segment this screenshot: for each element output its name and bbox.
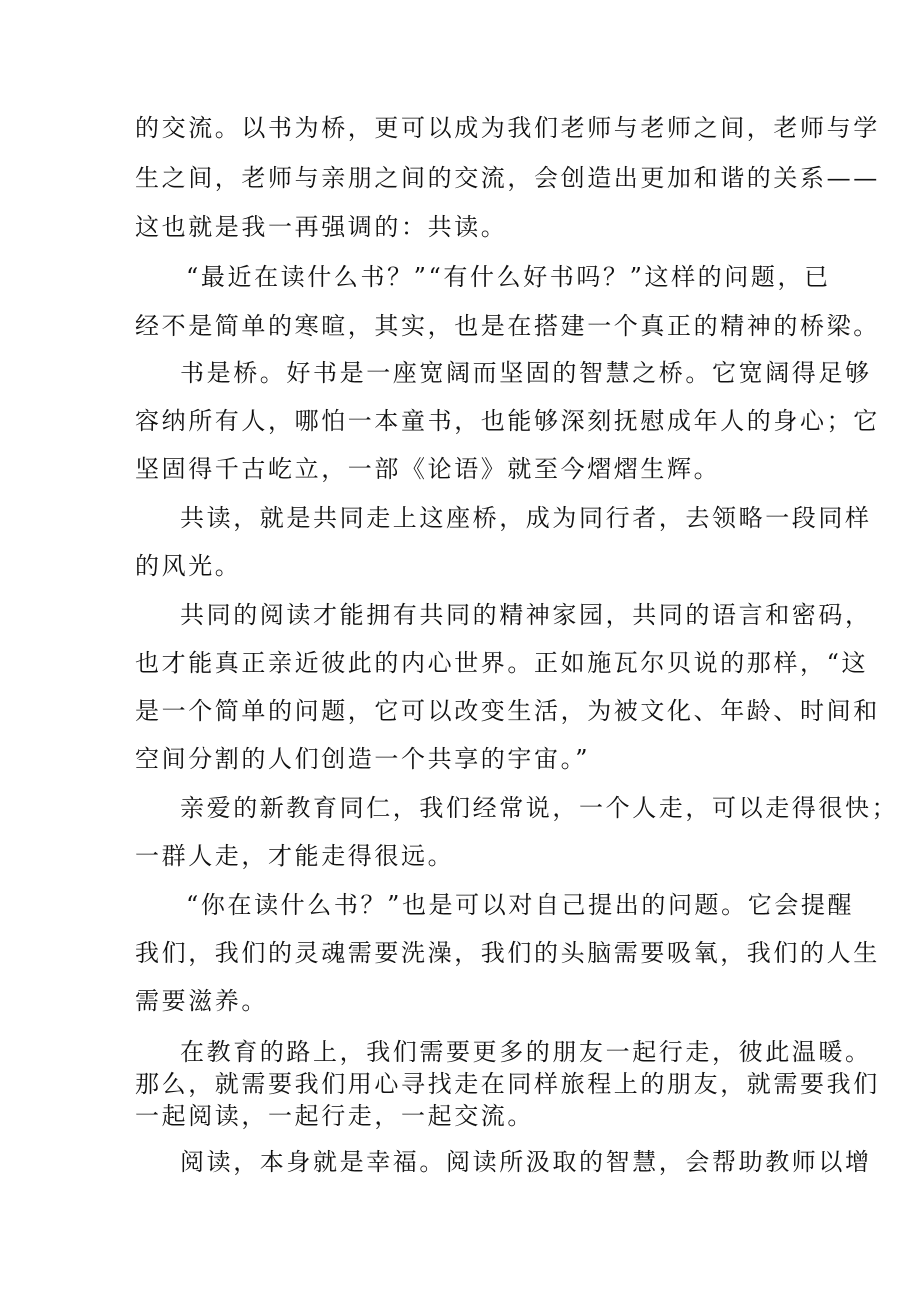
text-line: 容纳所有人，哪怕一本童书，也能够深刻抚慰成年人的身心；它: [135, 407, 880, 435]
text-line: 那么，就需要我们用心寻找走在同样旅程上的朋友，就需要我们: [135, 1070, 880, 1098]
text-line: 需要滋养。: [135, 987, 268, 1015]
text-line: 我们，我们的灵魂需要洗澡，我们的头脑需要吸氧，我们的人生: [135, 939, 880, 967]
text-line: 亲爱的新教育同仁，我们经常说，一个人走，可以走得很快；: [180, 794, 899, 822]
text-line: 也才能真正亲近彼此的内心世界。正如施瓦尔贝说的那样，“这: [135, 649, 869, 677]
text-line: 一起阅读，一起行走，一起交流。: [135, 1102, 534, 1130]
text-line: 的交流。以书为桥，更可以成为我们老师与老师之间，老师与学: [135, 114, 880, 142]
text-line: 坚固得千古屹立，一部《论语》就至今熠熠生辉。: [135, 455, 721, 483]
text-line: 共读，就是共同走上这座桥，成为同行者，去领略一段同样: [180, 504, 872, 532]
text-line: 空间分割的人们创造一个共享的宇宙。”: [135, 745, 591, 773]
text-line: 这也就是我一再强调的：共读。: [135, 213, 508, 241]
text-line: 书是桥。好书是一座宽阔而坚固的智慧之桥。它宽阔得足够: [180, 359, 872, 387]
text-line: 共同的阅读才能拥有共同的精神家园，共同的语言和密码，: [180, 601, 872, 629]
text-line: 在教育的路上，我们需要更多的朋友一起行走，彼此温暖。: [180, 1038, 872, 1066]
text-line: 是一个简单的问题，它可以改变生活，为被文化、年龄、时间和: [135, 697, 880, 725]
text-line: 的风光。: [135, 552, 242, 580]
text-line: “最近在读什么书？”“有什么好书吗？”这样的问题，已: [186, 263, 831, 291]
text-line: 生之间，老师与亲朋之间的交流，会创造出更加和谐的关系——: [135, 164, 880, 192]
text-line: 经不是简单的寒暄，其实，也是在搭建一个真正的精神的桥梁。: [135, 312, 880, 340]
text-line: 一群人走，才能走得很远。: [135, 842, 455, 870]
text-line: “你在读什么书？”也是可以对自己提出的问题。它会提醒: [186, 891, 855, 919]
text-line: 阅读，本身就是幸福。阅读所汲取的智慧，会帮助教师以增: [180, 1148, 872, 1176]
